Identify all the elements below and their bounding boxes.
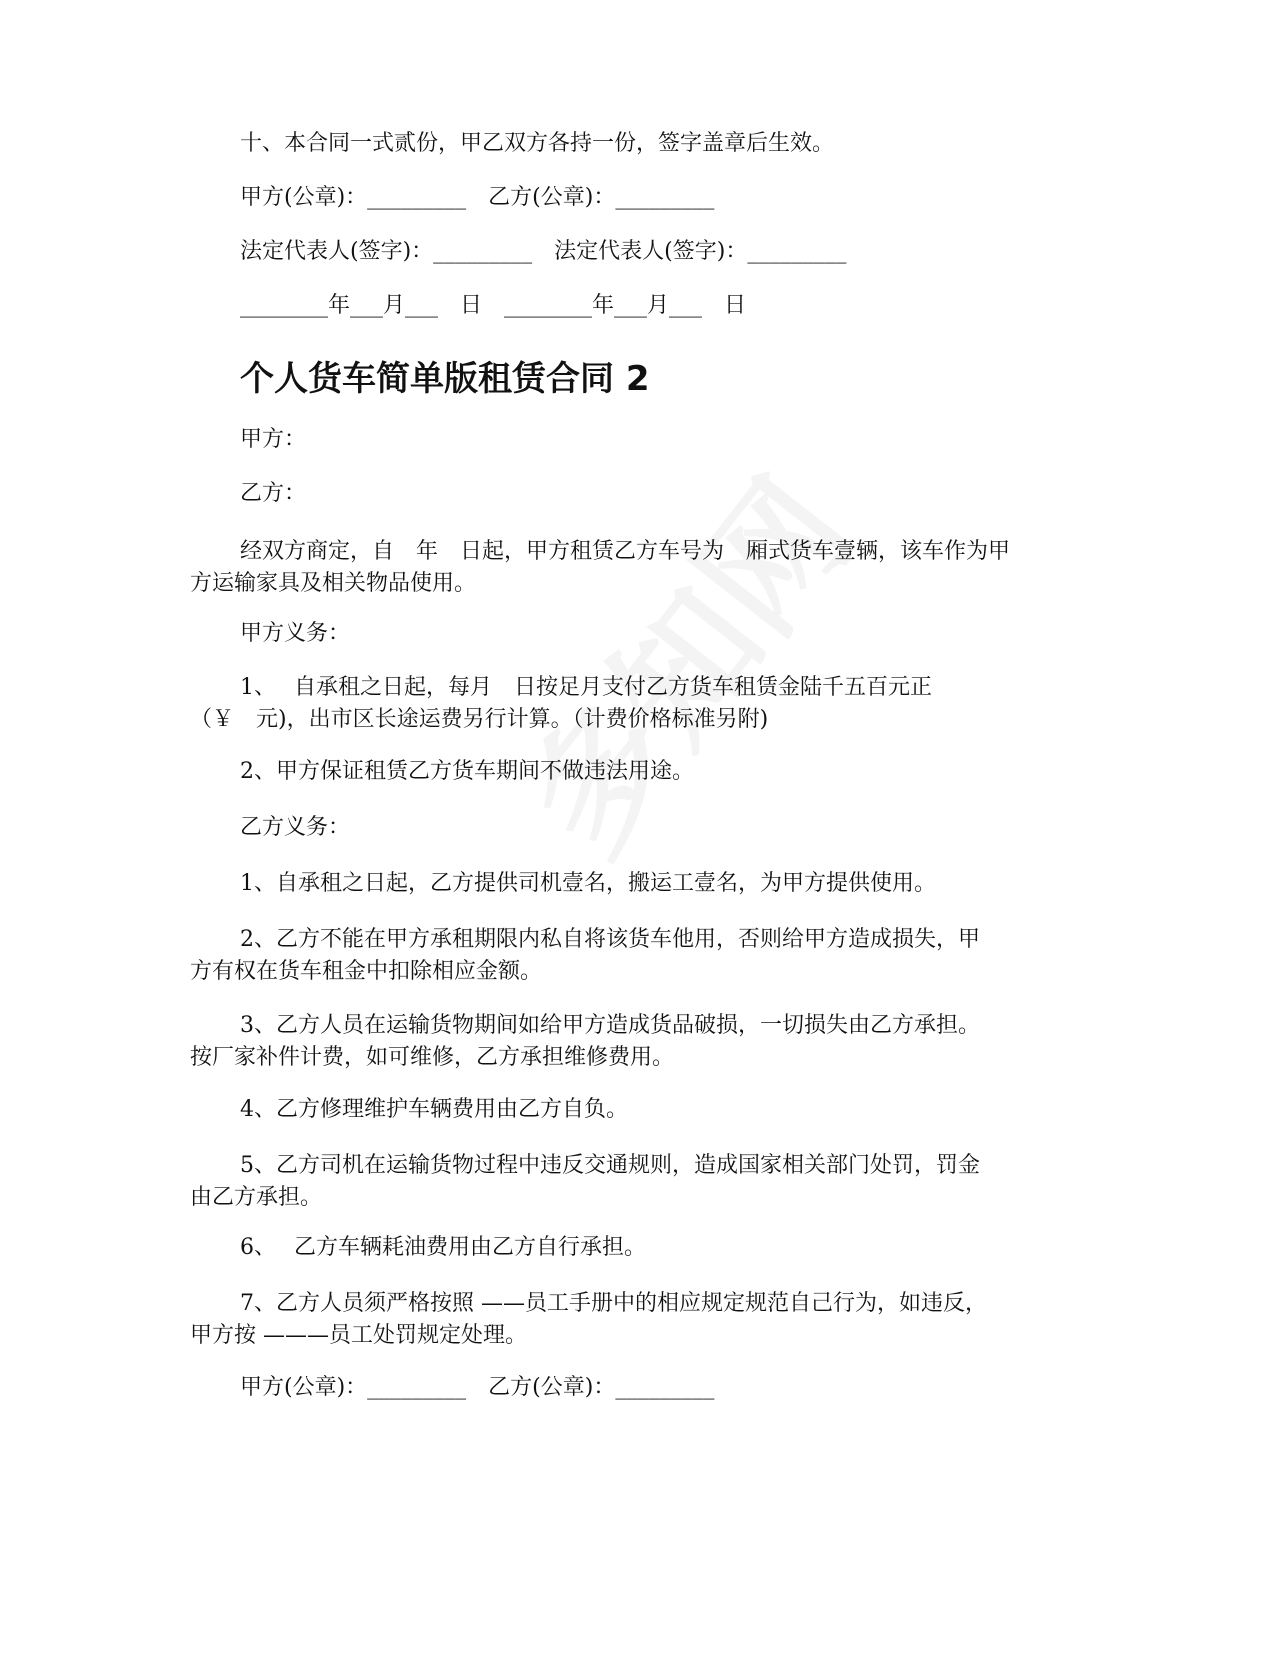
contract-title: 个人货车简单版租赁合同 2 bbox=[240, 359, 650, 399]
party-b-duty-5-line-2: 由乙方承担。 bbox=[190, 1185, 323, 1210]
party-b-label: 乙方： bbox=[240, 481, 307, 506]
watermark bbox=[472, 433, 889, 888]
footer-seal-line: 甲方(公章)：_________ 乙方(公章)：_________ bbox=[240, 1375, 715, 1400]
party-b-duty-5-line-1: 5、乙方司机在运输货物过程中违反交通规则，造成国家相关部门处罚，罚金 bbox=[240, 1153, 980, 1178]
party-a-duty-1-line-2: （￥ 元)，出市区长途运费另行计算。（计费价格标准另附) bbox=[190, 707, 769, 732]
party-a-label: 甲方： bbox=[240, 427, 307, 452]
intro-line-2: 方运输家具及相关物品使用。 bbox=[190, 571, 477, 596]
intro-line-1: 经双方商定，自 年 日起，甲方租赁乙方车号为 厢式货车壹辆，该车作为甲 bbox=[240, 539, 1011, 564]
party-b-duty-1: 1、自承租之日起，乙方提供司机壹名，搬运工壹名，为甲方提供使用。 bbox=[240, 871, 936, 896]
party-a-duty-2: 2、甲方保证租赁乙方货车期间不做违法用途。 bbox=[240, 759, 694, 784]
party-b-duties-heading: 乙方义务： bbox=[240, 815, 351, 840]
clause-10: 十、本合同一式贰份，甲乙双方各持一份，签字盖章后生效。 bbox=[240, 131, 835, 156]
party-b-duty-3-line-2: 按厂家补件计费，如可维修，乙方承担维修费用。 bbox=[190, 1045, 675, 1070]
party-a-duties-heading: 甲方义务： bbox=[240, 621, 351, 646]
party-b-duty-6: 6、 乙方车辆耗油费用由乙方自行承担。 bbox=[240, 1235, 646, 1260]
party-b-duty-3-line-1: 3、乙方人员在运输货物期间如给甲方造成货品破损，一切损失由乙方承担。 bbox=[240, 1013, 980, 1038]
party-b-duty-4: 4、乙方修理维护车辆费用由乙方自负。 bbox=[240, 1097, 628, 1122]
party-b-duty-2-line-2: 方有权在货车租金中扣除相应金额。 bbox=[190, 959, 543, 984]
date-line: ________年___月___ 日 ________年___月___ 日 bbox=[240, 293, 747, 318]
seal-line: 甲方(公章)：_________ 乙方(公章)：_________ bbox=[240, 185, 715, 210]
party-a-duty-1-line-1: 1、 自承租之日起，每月 日按足月支付乙方货车租赁金陆千五百元正 bbox=[240, 675, 932, 700]
representative-line: 法定代表人(签字)：_________ 法定代表人(签字)：_________ bbox=[240, 239, 847, 264]
party-b-duty-2-line-1: 2、乙方不能在甲方承租期限内私自将该货车他用，否则给甲方造成损失，甲 bbox=[240, 927, 980, 952]
party-b-duty-7-line-1: 7、乙方人员须严格按照 ——员工手册中的相应规定规范自己行为，如违反， bbox=[240, 1291, 987, 1316]
party-b-duty-7-line-2: 甲方按 ———员工处罚规定处理。 bbox=[190, 1323, 527, 1348]
